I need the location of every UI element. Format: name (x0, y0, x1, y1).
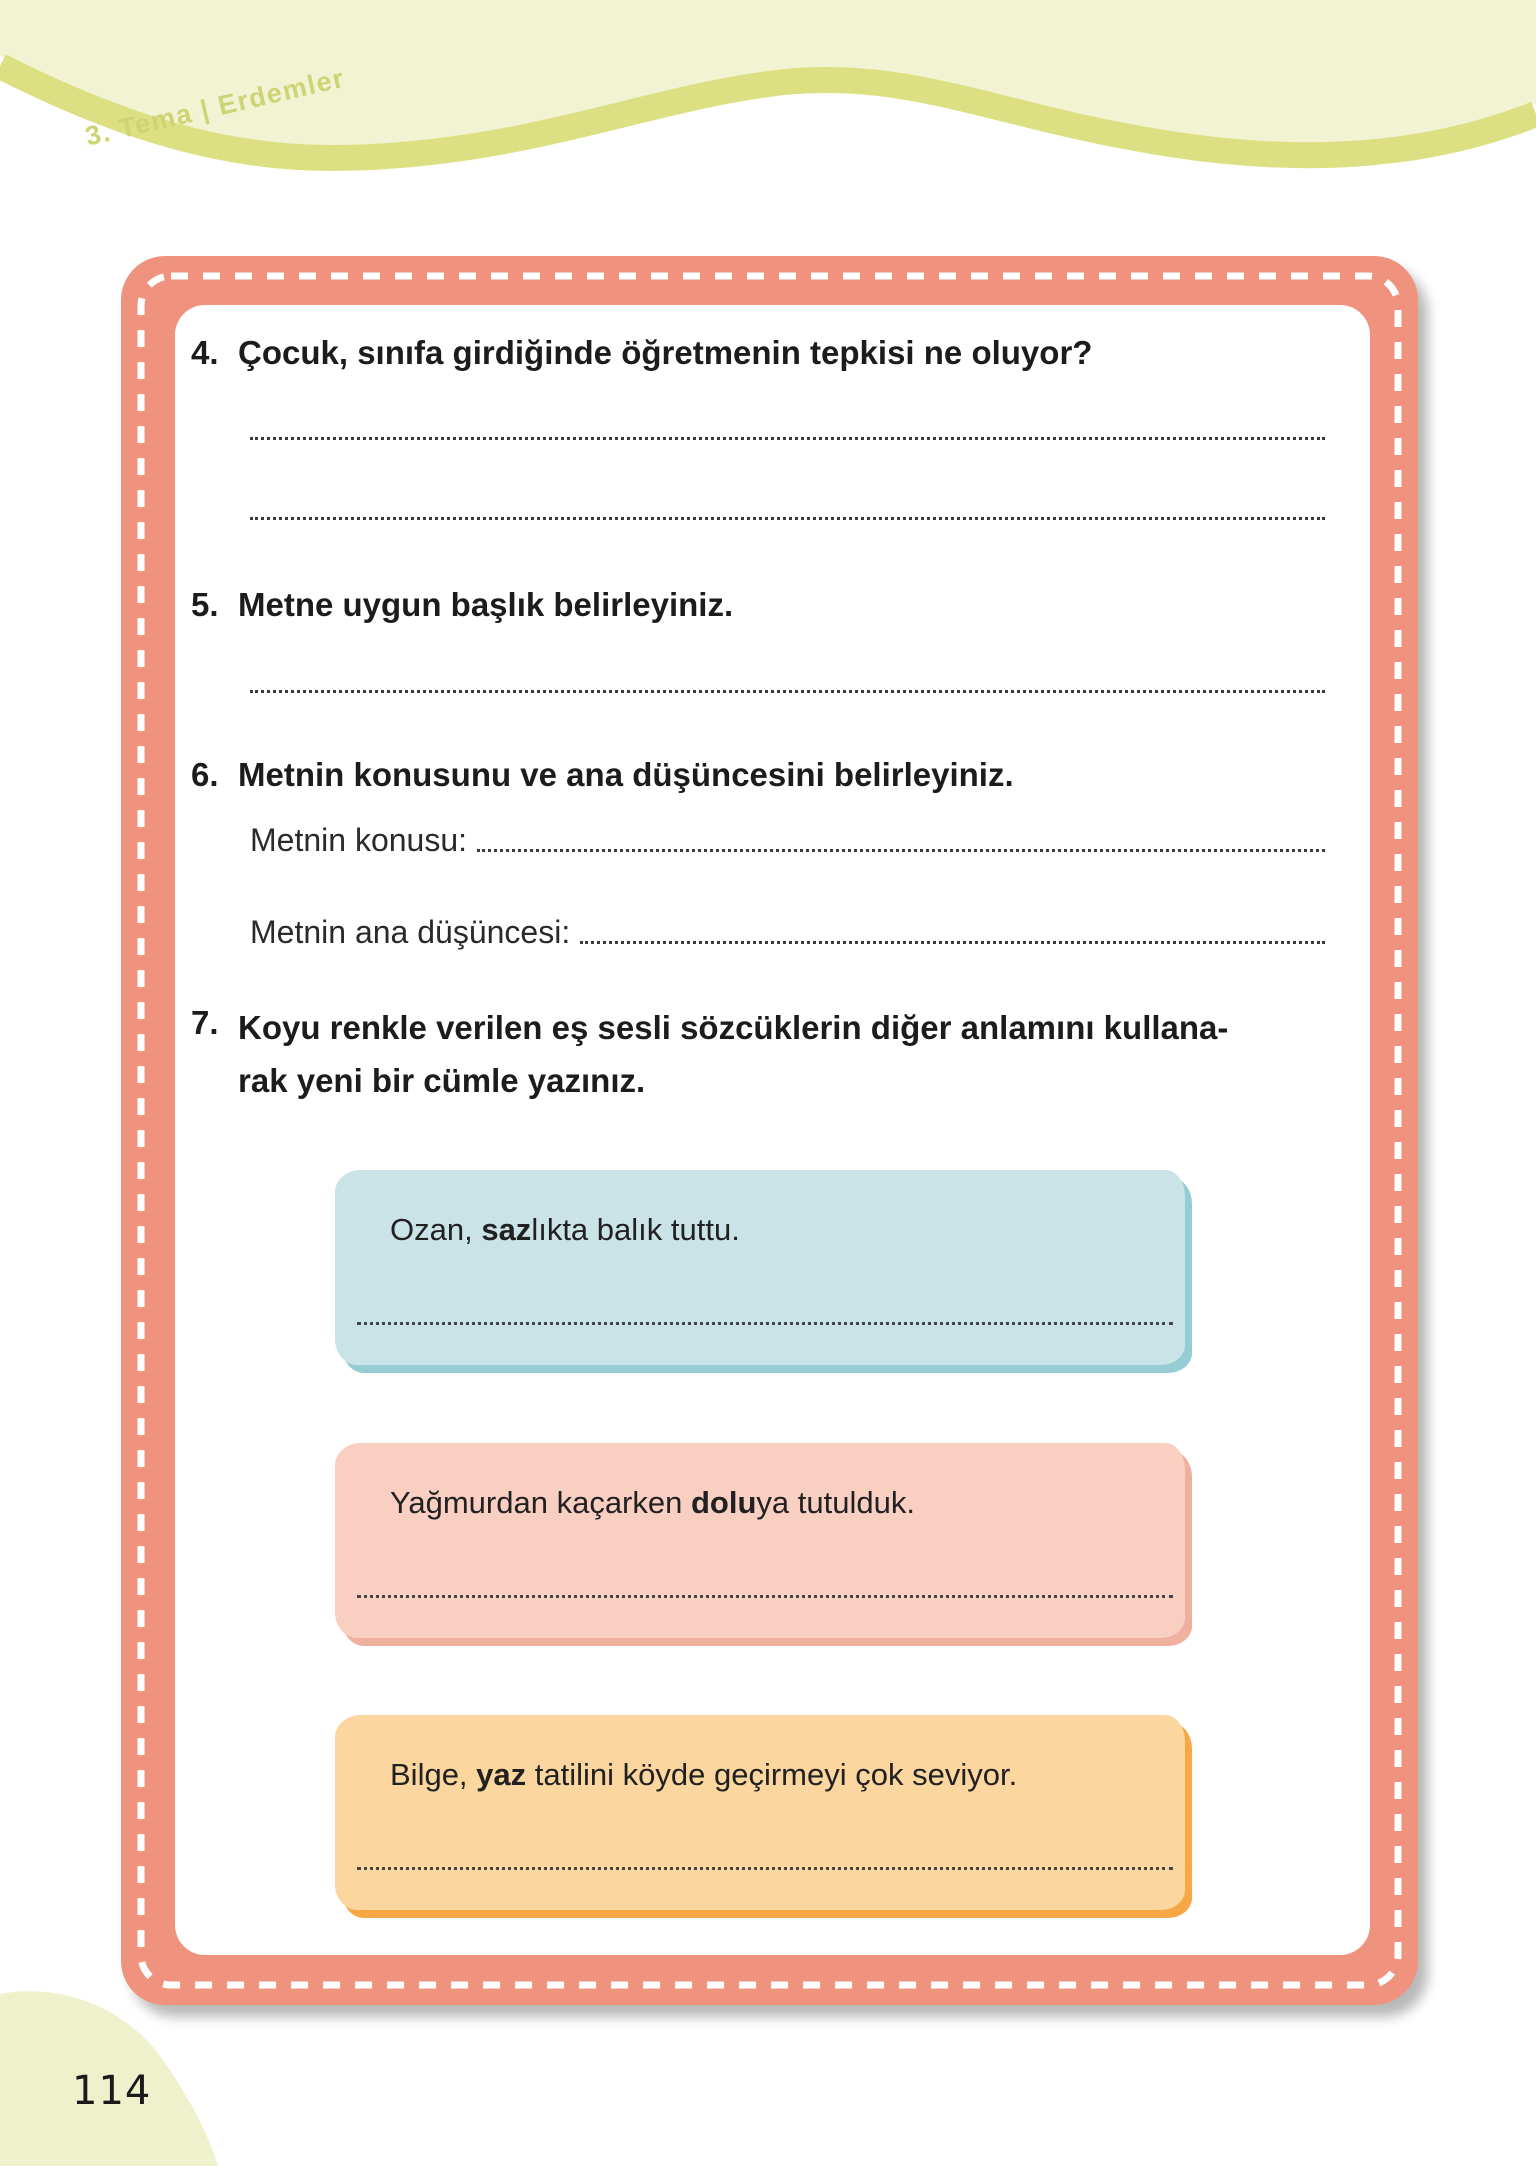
question-7-line2: rak yeni bir cümle yazınız. (238, 1062, 646, 1100)
answer-line (477, 849, 1325, 852)
question-7 (191, 1001, 1351, 1108)
question-7-number: 7. (191, 1004, 219, 1041)
sentence-pre: Yağmurdan kaçarken (390, 1485, 691, 1520)
question-6 (191, 753, 1341, 798)
sentence-bold-word: saz (481, 1212, 532, 1247)
header-wave-graphic (0, 0, 1536, 250)
sentence-text (335, 1443, 1185, 1523)
worksheet-frame (121, 256, 1418, 2005)
sentence-card-dolu (335, 1443, 1185, 1638)
sentence-text (335, 1715, 1185, 1795)
theme-breadcrumb: 3. Tema | Erdemler (82, 62, 348, 152)
worksheet-panel (175, 305, 1370, 1955)
sentence-post: tatilini köyde geçirmeyi çok seviyor. (526, 1757, 1018, 1792)
answer-line (357, 1867, 1173, 1870)
answer-line (250, 517, 1325, 520)
question-4 (191, 331, 1341, 376)
question-6-number: 6. (191, 756, 219, 793)
answer-line (357, 1595, 1173, 1598)
header-wave (0, 0, 1536, 250)
sentence-card-saz (335, 1170, 1185, 1365)
sentence-text (335, 1170, 1185, 1250)
question-6-text: Metnin konusunu ve ana düşüncesini belirleyiniz. (238, 756, 1014, 793)
question-7-line1: Koyu renkle verilen eş sesli sözcüklerin diğer anlamını kullana- (238, 1009, 1229, 1046)
page-number: 114 (72, 2068, 152, 2114)
question-4-number: 4. (191, 334, 219, 371)
page-number-blob (0, 1976, 260, 2166)
question-5-number: 5. (191, 586, 219, 623)
question-4-text: Çocuk, sınıfa girdiğinde öğretmenin tepkisi ne oluyor? (238, 334, 1093, 371)
sentence-post: lıkta balık tuttu. (531, 1212, 740, 1247)
sentence-bold-word: dolu (690, 1485, 757, 1520)
answer-line (250, 437, 1325, 440)
main-idea-label: Metnin ana düşüncesi: (250, 914, 571, 950)
sentence-bold-word: yaz (476, 1757, 527, 1792)
answer-line (250, 690, 1325, 693)
sentence-pre: Ozan, (390, 1212, 482, 1247)
question-5 (191, 583, 1341, 628)
question-6-field-topic (250, 821, 1325, 859)
sentence-post: ya tutulduk. (756, 1485, 915, 1520)
topic-label: Metnin konusu: (250, 822, 468, 858)
question-6-field-main-idea (250, 913, 1325, 951)
answer-line (580, 941, 1325, 944)
sentence-card-yaz (335, 1715, 1185, 1910)
question-7-text (238, 1001, 1351, 1108)
sentence-pre: Bilge, (390, 1757, 477, 1792)
answer-line (357, 1322, 1173, 1325)
question-5-text: Metne uygun başlık belirleyiniz. (238, 586, 734, 623)
